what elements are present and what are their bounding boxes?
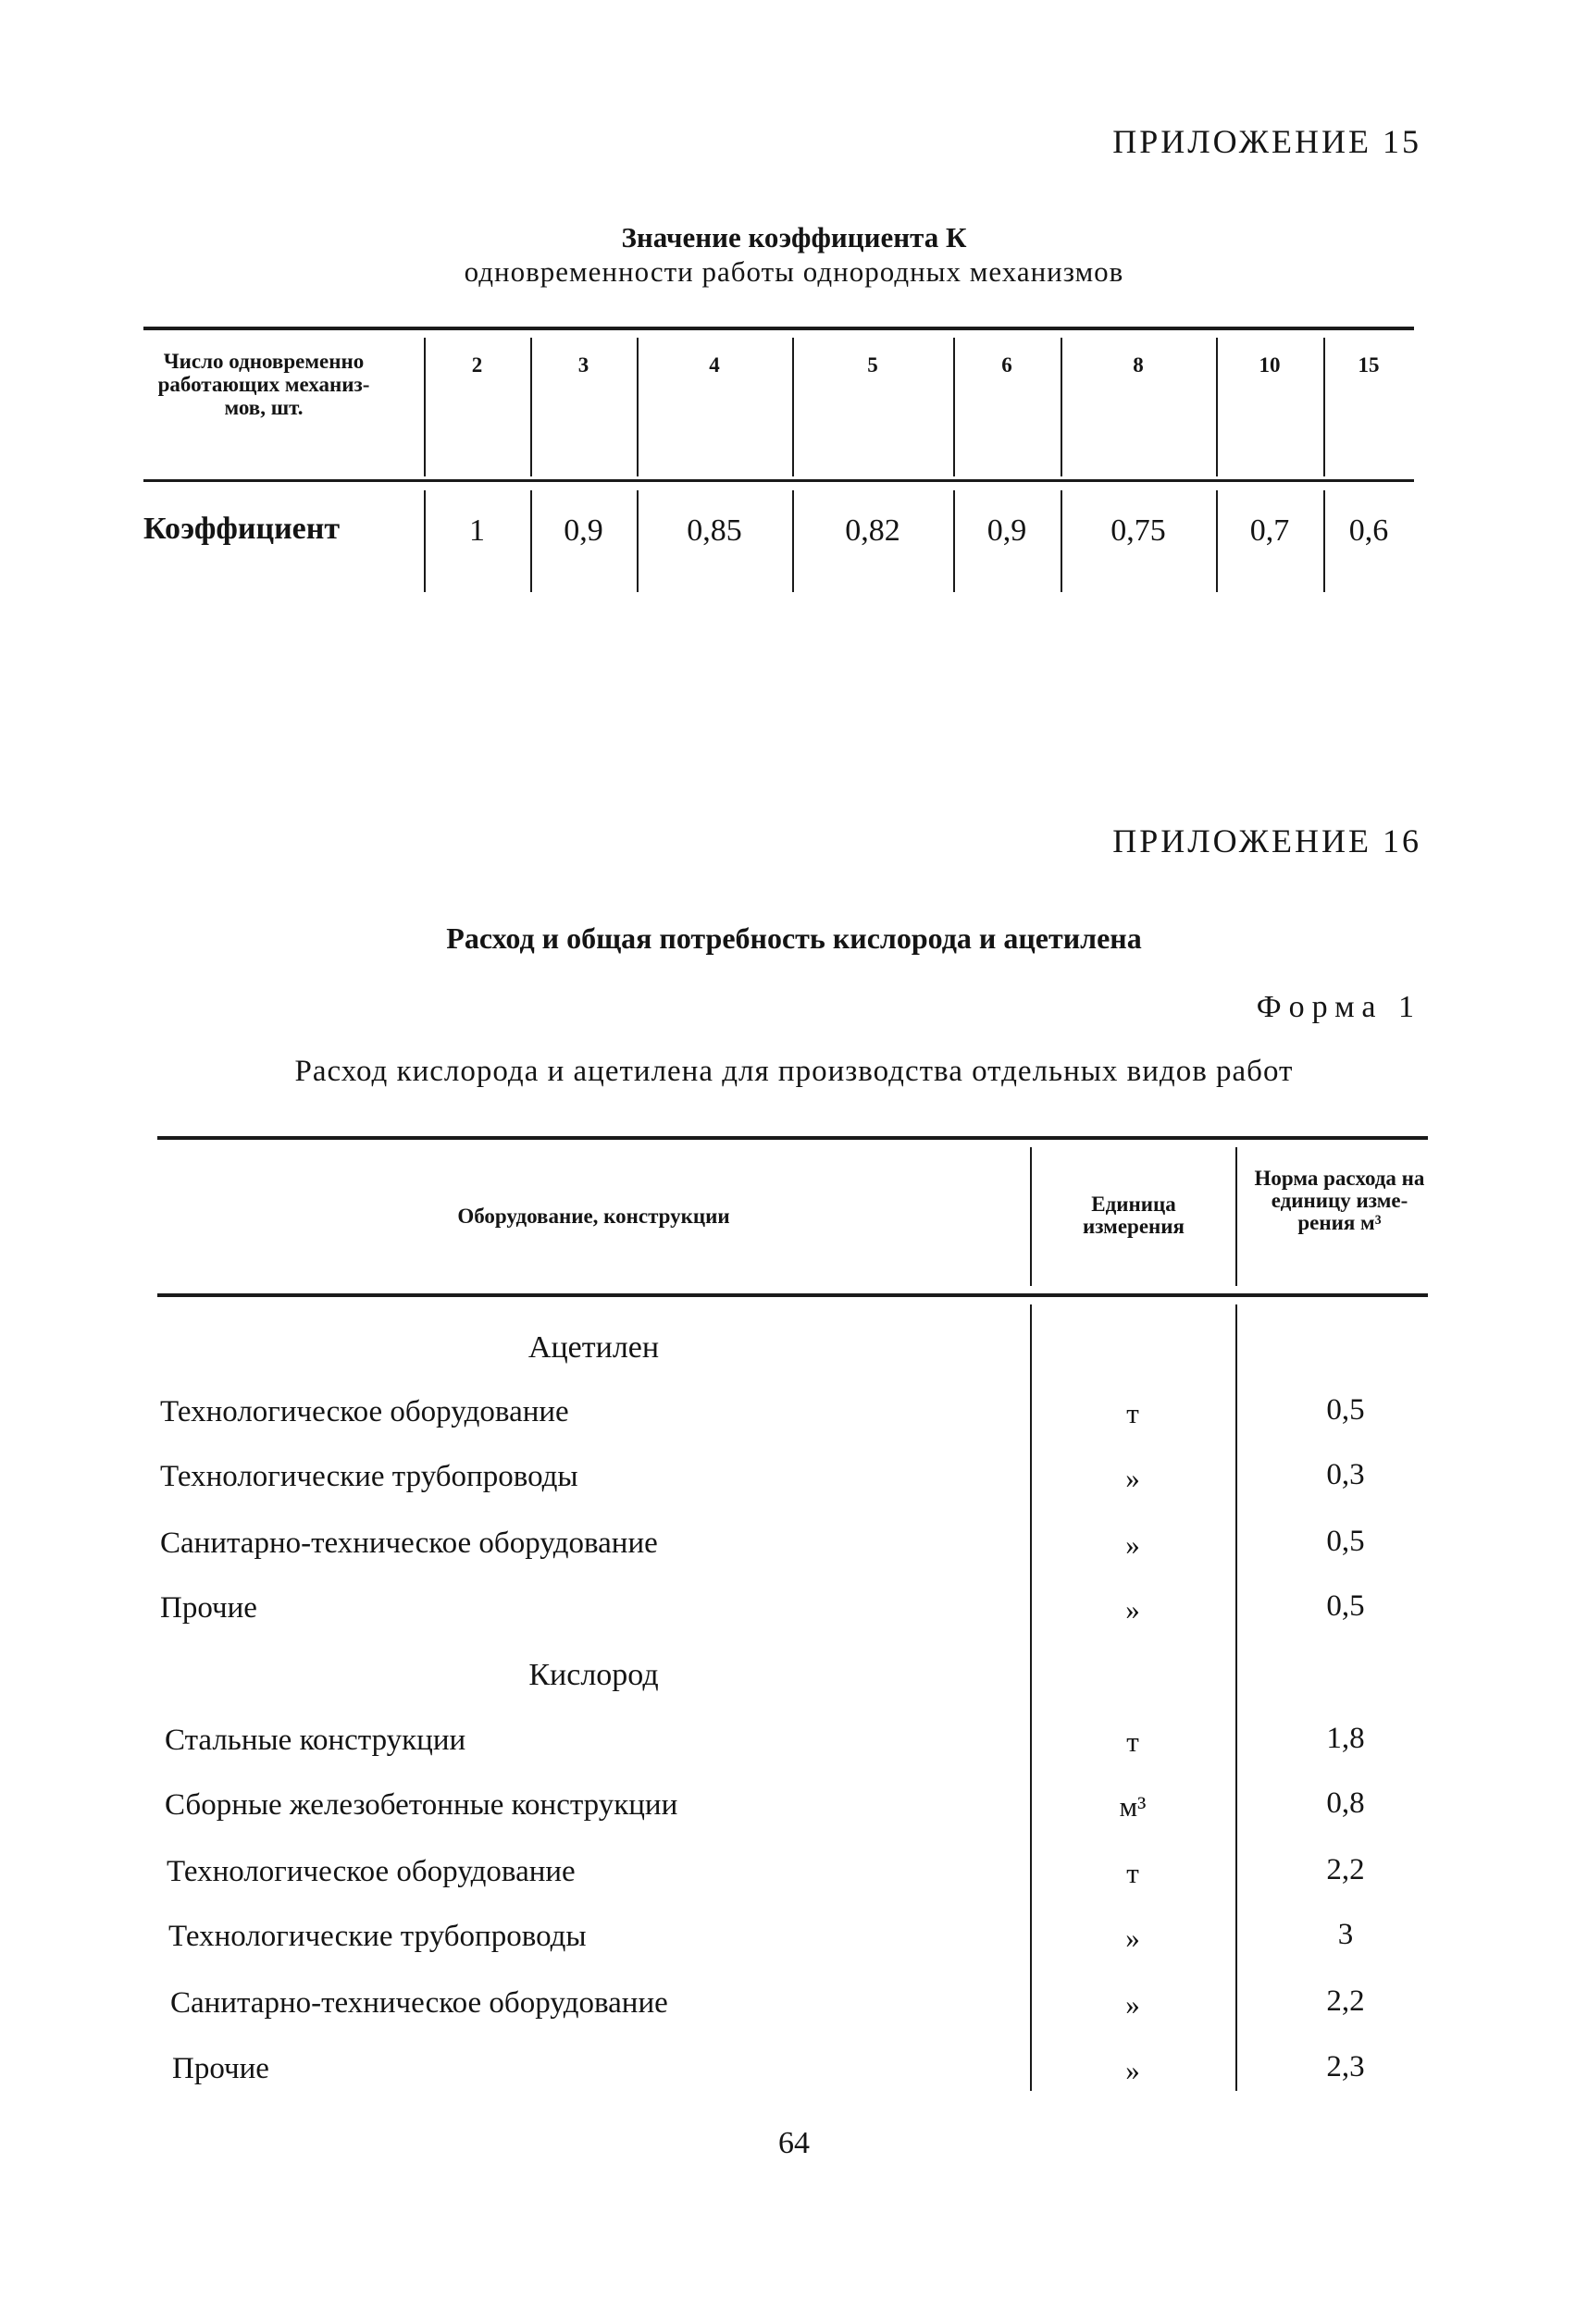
table1-count-cell: 5 xyxy=(867,353,878,377)
row-unit: » xyxy=(1125,1462,1140,1494)
table2-header-rule xyxy=(157,1293,1428,1297)
table1-count-cell: 3 xyxy=(577,353,589,377)
row-norm: 2,2 xyxy=(1326,1984,1365,2018)
row-unit: » xyxy=(1125,1528,1140,1561)
table2-top-rule xyxy=(157,1136,1428,1140)
row-norm: 0,8 xyxy=(1326,1786,1365,1820)
row-name: Прочие xyxy=(160,1591,257,1625)
row-name: Прочие xyxy=(172,2052,269,2085)
table1-coefficient-cell: 1 xyxy=(469,513,485,548)
table1-count-cell: 6 xyxy=(1001,353,1012,377)
table2-divider xyxy=(1030,1147,1032,1286)
table2-subtitle: Расход кислорода и ацетилена для производства отдельных видов работ xyxy=(294,1055,1294,1088)
row-name: Технологическое оборудование xyxy=(160,1395,569,1428)
table1-count-cell: 10 xyxy=(1259,353,1281,377)
row-norm: 1,8 xyxy=(1326,1722,1365,1755)
appendix-15-label: ПРИЛОЖЕНИЕ 15 xyxy=(1112,123,1421,160)
table1-count-cell: 15 xyxy=(1358,353,1380,377)
row-name: Технологическое оборудование xyxy=(167,1855,576,1888)
table1-coefficient-cell: 0,7 xyxy=(1249,513,1290,548)
table1-coefficient-cell: 0,82 xyxy=(845,513,900,548)
row-name: Технологические трубопроводы xyxy=(168,1920,587,1953)
table2-title: Расход и общая потребность кислорода и ацетилена xyxy=(446,921,1142,955)
row-name: Санитарно-техническое оборудование xyxy=(160,1527,658,1560)
row-name: Санитарно-техническое оборудование xyxy=(170,1986,668,2020)
table1-coefficient-cell: 0,9 xyxy=(986,513,1027,548)
header-unit: Единица измерения xyxy=(1083,1193,1185,1238)
appendix-16-label: ПРИЛОЖЕНИЕ 16 xyxy=(1112,822,1421,859)
table1-top-rule xyxy=(143,327,1414,330)
table1-coefficient-cell: 0,6 xyxy=(1348,513,1389,548)
row-norm: 0,5 xyxy=(1326,1393,1365,1427)
table1-mid-rule xyxy=(143,479,1414,482)
row-norm: 0,3 xyxy=(1326,1458,1365,1491)
page-number: 64 xyxy=(778,2126,810,2160)
row-unit: » xyxy=(1125,2054,1140,2086)
row-norm: 0,5 xyxy=(1326,1525,1365,1558)
table1-title-line2: одновременности работы однородных механизмов xyxy=(464,255,1124,288)
table2-divider xyxy=(1235,1304,1237,2091)
row-name: Технологические трубопроводы xyxy=(160,1460,578,1493)
table1-row-header: Число одновременно работающих механизмов, шт. xyxy=(157,350,370,419)
section-title: Кислород xyxy=(528,1658,659,1692)
table1-count-cell: 2 xyxy=(471,353,483,377)
header-norm: Норма расхода на единицу измерения м³ xyxy=(1254,1167,1425,1234)
table1-count-cell: 4 xyxy=(709,353,720,377)
row-name: Сборные железобетонные конструкции xyxy=(165,1788,678,1822)
table1-row-label: Коэффициент xyxy=(143,512,341,546)
table1-title-line1: Значение коэффициента К xyxy=(621,221,967,253)
row-norm: 3 xyxy=(1337,1918,1354,1951)
table2-divider xyxy=(1235,1147,1237,1286)
table1-count-cell: 8 xyxy=(1133,353,1144,377)
row-unit: т xyxy=(1126,1397,1139,1429)
row-unit: » xyxy=(1125,1988,1140,2021)
row-name: Стальные конструкции xyxy=(165,1724,466,1757)
header-equipment: Оборудование, конструкции xyxy=(457,1205,730,1228)
row-norm: 0,5 xyxy=(1326,1589,1365,1623)
form-label: Форма 1 xyxy=(1256,990,1421,1024)
row-unit: » xyxy=(1125,1593,1140,1626)
row-unit: т xyxy=(1126,1857,1139,1889)
table1-title xyxy=(0,220,1588,289)
section-title: Ацетилен xyxy=(527,1330,660,1365)
row-unit: » xyxy=(1125,1922,1140,1954)
row-norm: 2,3 xyxy=(1326,2050,1365,2083)
table1-coefficient-cell: 0,85 xyxy=(687,513,742,548)
table1-coefficient-cell: 0,9 xyxy=(564,513,603,548)
row-unit: т xyxy=(1126,1725,1139,1758)
row-norm: 2,2 xyxy=(1326,1853,1365,1886)
row-unit: м³ xyxy=(1119,1790,1147,1823)
table1-coefficient-cell: 0,75 xyxy=(1110,513,1166,548)
